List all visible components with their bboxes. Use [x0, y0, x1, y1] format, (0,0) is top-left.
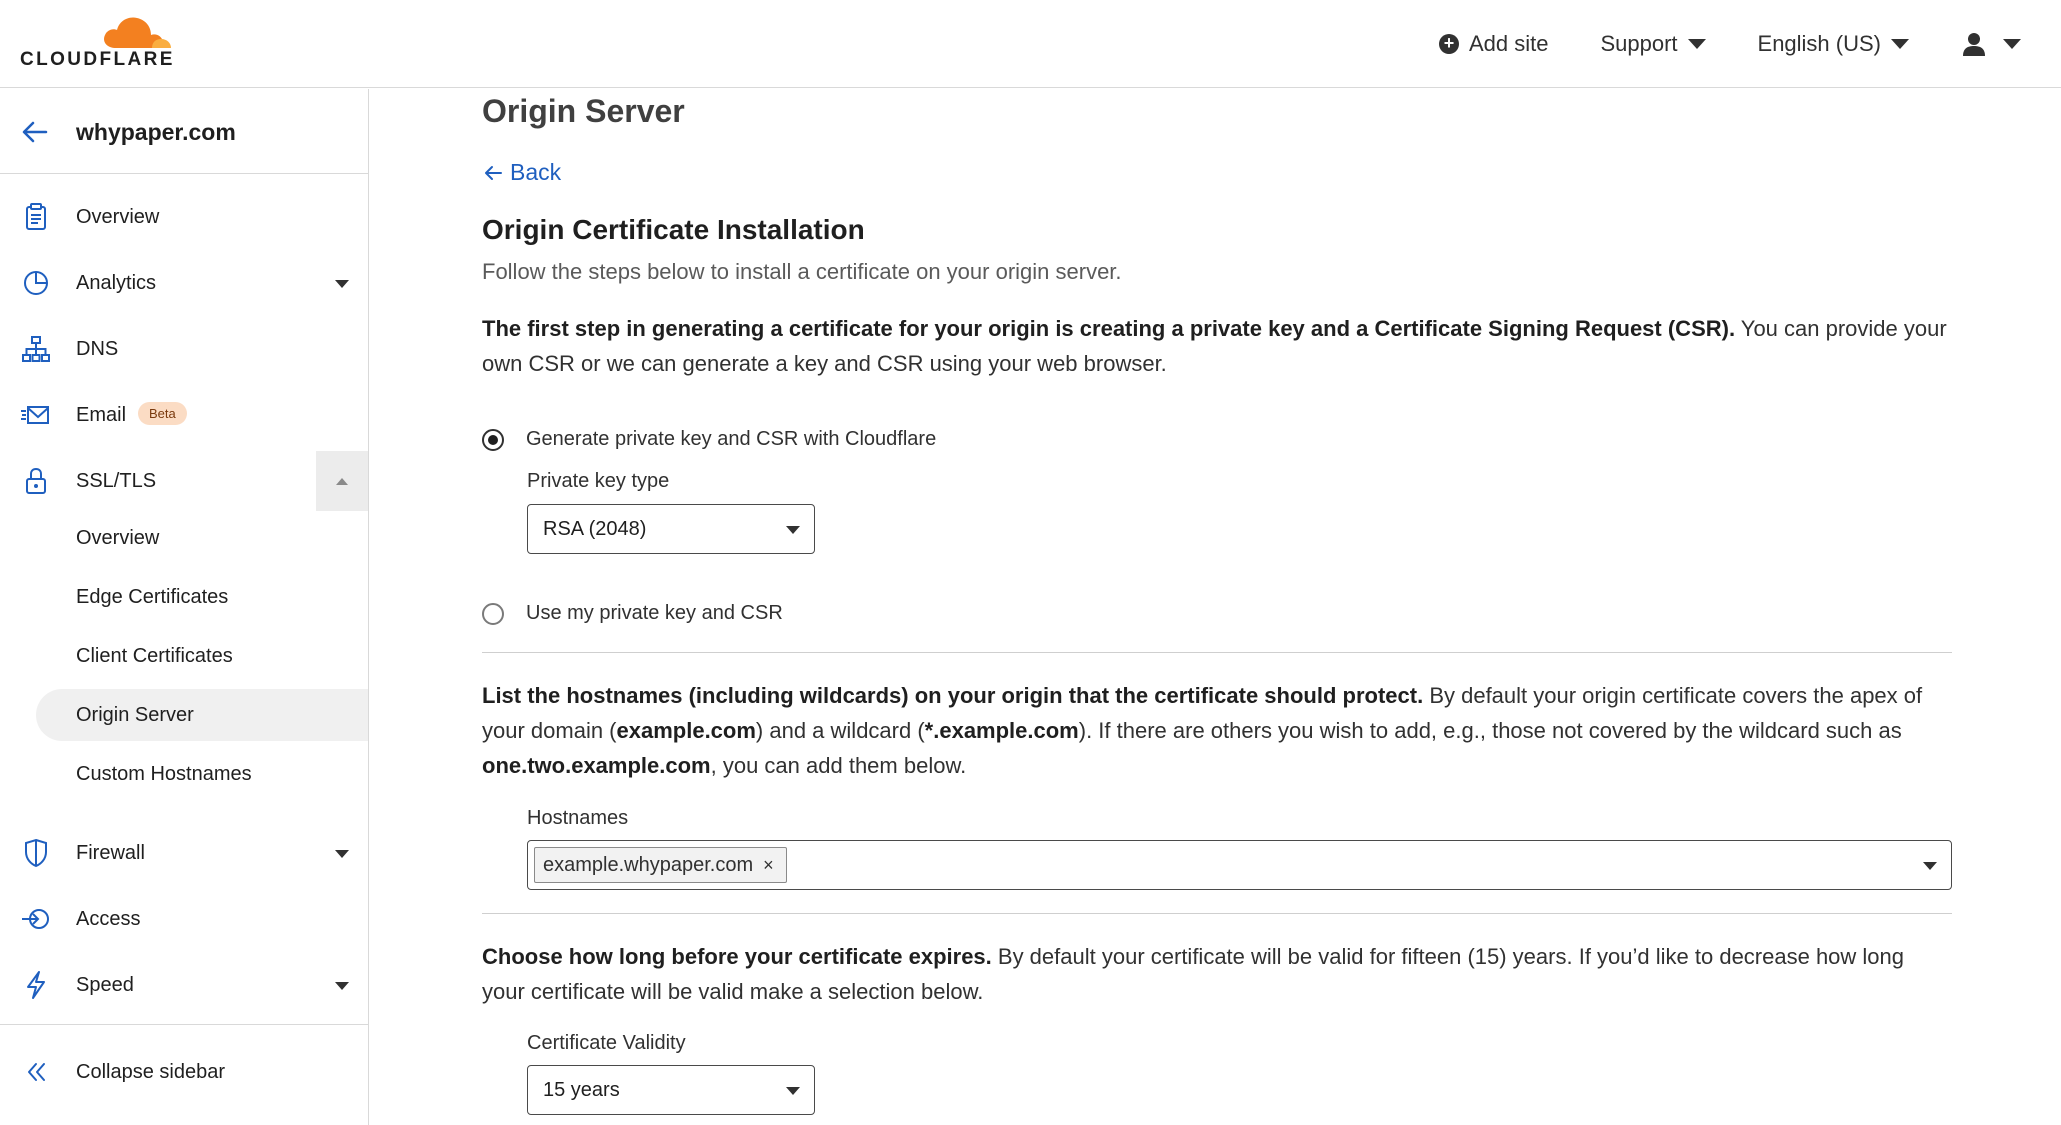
radio-button-selected[interactable]	[482, 429, 504, 451]
sidebar-item-firewall[interactable]	[0, 828, 368, 878]
beta-badge: Beta	[138, 402, 187, 425]
expiry-bold: Choose how long before your certificate expires.	[482, 944, 992, 969]
sidebar-item-label: Analytics	[76, 272, 157, 294]
brand-wordmark: CLOUDFLARE	[20, 49, 175, 70]
hosts-text: By default your origin certificate covers the apex of your domain (	[482, 683, 1923, 743]
sidebar-subitem-label: Overview	[76, 527, 160, 549]
plus-circle-icon: +	[1439, 34, 1459, 54]
private-key-type-label: Private key type	[527, 470, 670, 492]
divider	[482, 652, 1952, 653]
sidebar-item-label: DNS	[76, 338, 119, 360]
sidebar-subitem-overview[interactable]	[36, 512, 368, 564]
language-label: English (US)	[1757, 31, 1881, 56]
hostnames-description	[482, 678, 1952, 783]
chevron-down-icon	[335, 982, 349, 990]
sidebar-item-ssl-tls[interactable]	[0, 456, 368, 506]
chevron-down-icon	[335, 280, 349, 288]
select-value: 15 years	[543, 1079, 620, 1101]
cloud-logo-icon	[94, 12, 190, 52]
page-title: Origin Server	[482, 93, 685, 129]
certificate-validity-label: Certificate Validity	[527, 1032, 686, 1054]
arrow-left-icon	[482, 162, 504, 184]
chevron-down-icon	[1891, 39, 1909, 49]
collapse-sidebar-label: Collapse sidebar	[76, 1061, 225, 1083]
chevron-up-icon[interactable]	[316, 451, 368, 511]
divider	[482, 913, 1952, 914]
sidebar-subitem-edge-certificates[interactable]	[36, 571, 368, 623]
sidebar-item-access[interactable]	[0, 894, 368, 944]
sidebar	[0, 89, 369, 1125]
sidebar-item-speed[interactable]	[0, 960, 368, 1010]
hostname-chip-label: example.whypaper.com	[543, 853, 754, 876]
sidebar-subitem-label: Client Certificates	[76, 645, 233, 667]
sidebar-item-email[interactable]	[0, 390, 368, 440]
lock-icon	[20, 465, 52, 497]
hostnames-label: Hostnames	[527, 807, 629, 829]
sidebar-item-label: Speed	[76, 974, 134, 996]
zone-name: whypaper.com	[76, 119, 236, 145]
double-chevron-left-icon	[20, 1056, 52, 1088]
network-icon	[20, 333, 52, 365]
sidebar-item-label: Firewall	[76, 842, 145, 864]
expiry-description	[482, 939, 1952, 1009]
certificate-validity-select[interactable]	[527, 1065, 815, 1115]
arrow-left-icon[interactable]	[20, 117, 50, 147]
sidebar-item-overview[interactable]	[0, 192, 368, 242]
hosts-text: ). If there are others you wish to add, e.g., those not covered by the wildcard such as	[1078, 718, 1902, 743]
add-site-label: Add site	[1468, 31, 1549, 56]
radio-own-csr[interactable]	[482, 602, 783, 625]
sidebar-item-analytics[interactable]	[0, 258, 368, 308]
back-label: Back	[510, 159, 562, 185]
chevron-down-icon	[786, 526, 800, 534]
top-nav	[1439, 0, 2021, 88]
add-site-button[interactable]	[1439, 31, 1549, 57]
close-icon[interactable]: ×	[763, 854, 774, 875]
pie-chart-icon	[20, 267, 52, 299]
sidebar-subitem-label: Custom Hostnames	[76, 763, 252, 785]
sidebar-item-label: SSL/TLS	[76, 470, 157, 492]
shield-icon	[20, 837, 52, 869]
step1-description	[482, 311, 1952, 381]
step1-text: You can provide your own CSR or we can generate a key and CSR using your web browser.	[482, 316, 1947, 376]
lightning-icon	[20, 969, 52, 1001]
clipboard-icon	[20, 201, 52, 233]
sidebar-footer	[0, 1024, 368, 1125]
chevron-down-icon[interactable]	[1923, 862, 1937, 870]
support-menu[interactable]	[1600, 31, 1705, 57]
section-title: Origin Certificate Installation	[482, 214, 865, 245]
sidebar-item-label: Email	[76, 404, 127, 426]
sidebar-subitem-client-certificates[interactable]	[36, 630, 368, 682]
radio-button-unselected[interactable]	[482, 603, 504, 625]
email-icon	[20, 399, 52, 431]
sidebar-item-dns[interactable]	[0, 324, 368, 374]
cloudflare-logo[interactable]	[18, 12, 178, 72]
sidebar-subitem-label: Origin Server	[76, 704, 194, 726]
zone-header	[0, 89, 368, 174]
private-key-type-select[interactable]	[527, 504, 815, 554]
collapse-sidebar-button[interactable]	[0, 1047, 368, 1097]
example-subdomain: one.two.example.com	[482, 753, 711, 778]
sidebar-item-label: Overview	[76, 206, 160, 228]
radio-generate-csr[interactable]	[482, 428, 936, 451]
access-icon	[20, 903, 52, 935]
hosts-text: , you can add them below.	[710, 753, 967, 778]
chevron-down-icon	[1688, 39, 1706, 49]
chevron-down-icon	[335, 850, 349, 858]
hosts-bold: List the hostnames (including wildcards) on your origin that the certificate should protect.	[482, 683, 1424, 708]
user-icon	[1961, 31, 1987, 57]
account-menu[interactable]	[1961, 31, 2021, 57]
chevron-down-icon	[786, 1087, 800, 1095]
hostname-chip	[534, 847, 787, 883]
support-label: Support	[1600, 31, 1678, 56]
hostnames-input[interactable]	[527, 840, 1952, 890]
select-value: RSA (2048)	[543, 518, 647, 540]
section-subtitle: Follow the steps below to install a certificate on your origin server.	[482, 259, 1122, 284]
radio-own-label: Use my private key and CSR	[526, 602, 783, 624]
sidebar-item-label: Access	[76, 908, 141, 930]
example-apex: example.com	[616, 718, 756, 743]
sidebar-subitem-custom-hostnames[interactable]	[36, 748, 368, 800]
sidebar-subitem-origin-server[interactable]	[36, 689, 368, 741]
example-wildcard: *.example.com	[924, 718, 1079, 743]
back-link[interactable]	[482, 159, 561, 186]
radio-generate-label: Generate private key and CSR with Cloudflare	[526, 428, 937, 450]
hosts-text: ) and a wildcard (	[755, 718, 925, 743]
sidebar-subitem-label: Edge Certificates	[76, 586, 229, 608]
top-bar	[0, 0, 2061, 88]
chevron-down-icon	[2003, 39, 2021, 49]
expiry-text: By default your certificate will be valid for fifteen (15) years. If you’d like to decrease how long your certificate will be valid make a selection below.	[482, 944, 1905, 1004]
step1-bold: The first step in generating a certificate for your origin is creating a private key and a Certificate Signing Request (CSR).	[482, 316, 1736, 341]
language-menu[interactable]	[1758, 31, 1909, 57]
